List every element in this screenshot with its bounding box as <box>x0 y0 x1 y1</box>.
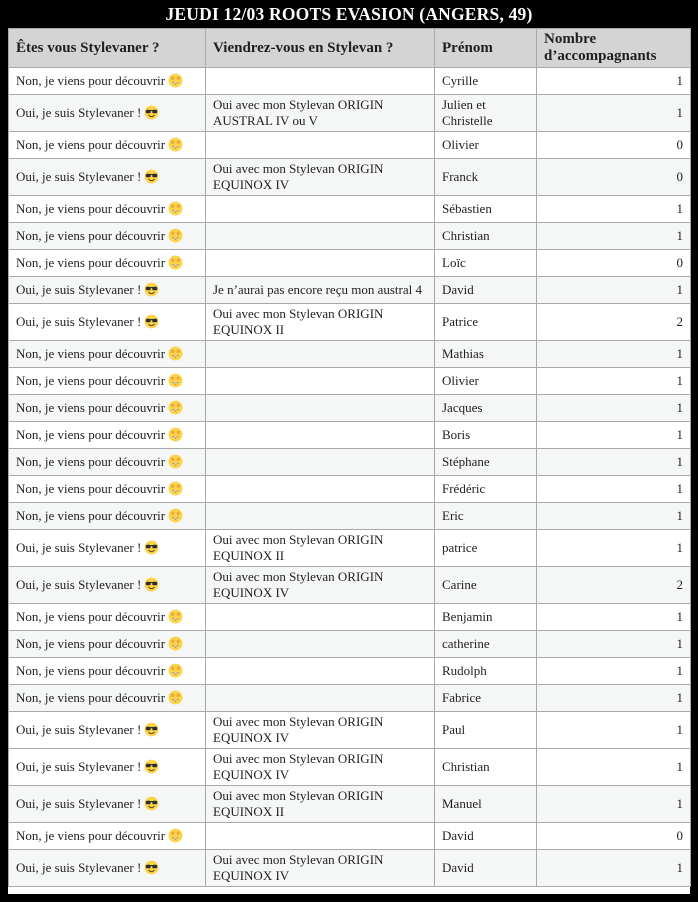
answer-cell <box>9 449 206 476</box>
sunglasses-emoji <box>144 282 159 297</box>
answer-cell <box>9 368 206 395</box>
plan-cell <box>206 196 435 223</box>
name-cell <box>435 95 537 132</box>
name-line: Loïc <box>442 255 466 270</box>
plan-cell <box>206 503 435 530</box>
name-line: Stéphane <box>442 454 490 469</box>
name-line: patrice <box>442 540 478 555</box>
name-cell <box>435 749 537 786</box>
name-line: Benjamin <box>442 609 493 624</box>
name-line: Carine <box>442 577 477 592</box>
answer-cell <box>9 304 206 341</box>
answer-label: Oui, je suis Stylevaner ! <box>16 860 142 875</box>
name-cell <box>435 159 537 196</box>
name-line: Sébastien <box>442 201 492 216</box>
sunglasses-emoji <box>144 577 159 592</box>
companions-cell: 1 <box>537 68 691 95</box>
star-struck-emoji <box>168 201 183 216</box>
answer-cell <box>9 68 206 95</box>
answer-cell <box>9 132 206 159</box>
plan-line: Oui avec mon Stylevan ORIGIN <box>213 161 384 176</box>
table-row <box>9 196 691 223</box>
name-cell <box>435 503 537 530</box>
companions-cell: 1 <box>537 368 691 395</box>
plan-cell <box>206 604 435 631</box>
table-row <box>9 95 691 132</box>
table-row <box>9 223 691 250</box>
name-cell <box>435 304 537 341</box>
plan-cell <box>206 631 435 658</box>
name-line: Patrice <box>442 314 479 329</box>
answer-cell <box>9 567 206 604</box>
table-row <box>9 749 691 786</box>
star-struck-emoji <box>168 73 183 88</box>
plan-line: Oui avec mon Stylevan ORIGIN <box>213 569 384 584</box>
answer-label: Oui, je suis Stylevaner ! <box>16 282 142 297</box>
companions-cell: 1 <box>537 749 691 786</box>
plan-line: EQUINOX IV <box>213 177 290 192</box>
star-struck-emoji <box>168 454 183 469</box>
companions-cell: 0 <box>537 823 691 850</box>
name-cell <box>435 449 537 476</box>
table-row <box>9 850 691 887</box>
star-struck-emoji <box>168 137 183 152</box>
name-line: Rudolph <box>442 663 487 678</box>
plan-cell <box>206 823 435 850</box>
answer-label: Non, je viens pour découvrir <box>16 508 166 523</box>
plan-cell <box>206 712 435 749</box>
name-line: Christian <box>442 759 490 774</box>
answer-label: Non, je viens pour découvrir <box>16 481 166 496</box>
answer-label: Non, je viens pour découvrir <box>16 454 166 469</box>
plan-cell <box>206 159 435 196</box>
answer-label: Non, je viens pour découvrir <box>16 255 166 270</box>
page-title: JEUDI 12/03 ROOTS EVASION (ANGERS, 49) <box>165 4 533 24</box>
column-header-prenom: Prénom <box>435 29 537 68</box>
name-cell <box>435 658 537 685</box>
companions-cell: 2 <box>537 567 691 604</box>
star-struck-emoji <box>168 663 183 678</box>
table-row <box>9 530 691 567</box>
companions-cell: 1 <box>537 685 691 712</box>
plan-line: EQUINOX II <box>213 804 285 819</box>
companions-cell: 1 <box>537 395 691 422</box>
name-cell <box>435 196 537 223</box>
plan-cell <box>206 304 435 341</box>
table-container <box>8 28 690 894</box>
answer-label: Non, je viens pour découvrir <box>16 690 166 705</box>
table-row <box>9 68 691 95</box>
star-struck-emoji <box>168 346 183 361</box>
answer-label: Non, je viens pour découvrir <box>16 373 166 388</box>
answer-cell <box>9 95 206 132</box>
name-line: Boris <box>442 427 471 442</box>
name-cell <box>435 712 537 749</box>
name-line: Jacques <box>442 400 483 415</box>
name-line: Paul <box>442 722 466 737</box>
table-row <box>9 395 691 422</box>
name-line: Manuel <box>442 796 482 811</box>
plan-cell <box>206 223 435 250</box>
answer-label: Oui, je suis Stylevaner ! <box>16 796 142 811</box>
sunglasses-emoji <box>144 105 159 120</box>
table-row <box>9 368 691 395</box>
answer-cell <box>9 341 206 368</box>
name-cell <box>435 567 537 604</box>
companions-cell: 0 <box>537 250 691 277</box>
answer-label: Non, je viens pour découvrir <box>16 828 166 843</box>
plan-cell <box>206 449 435 476</box>
table-row <box>9 567 691 604</box>
plan-line: AUSTRAL IV ou V <box>213 113 318 128</box>
table-row <box>9 604 691 631</box>
table-row <box>9 132 691 159</box>
name-line: Franck <box>442 169 479 184</box>
name-cell <box>435 341 537 368</box>
answer-cell <box>9 530 206 567</box>
answer-label: Oui, je suis Stylevaner ! <box>16 540 142 555</box>
plan-cell <box>206 250 435 277</box>
star-struck-emoji <box>168 609 183 624</box>
plan-cell <box>206 567 435 604</box>
plan-line: EQUINOX II <box>213 322 285 337</box>
companions-cell: 1 <box>537 604 691 631</box>
name-cell <box>435 223 537 250</box>
name-cell <box>435 850 537 887</box>
table-row <box>9 712 691 749</box>
plan-line: EQUINOX IV <box>213 767 290 782</box>
companions-cell: 1 <box>537 850 691 887</box>
plan-line: EQUINOX IV <box>213 585 290 600</box>
answer-cell <box>9 223 206 250</box>
column-header-accompagnants: Nombre d’accompagnants <box>537 29 691 68</box>
name-cell <box>435 368 537 395</box>
companions-cell: 1 <box>537 223 691 250</box>
companions-cell: 1 <box>537 786 691 823</box>
companions-cell: 1 <box>537 631 691 658</box>
answer-label: Non, je viens pour découvrir <box>16 636 166 651</box>
star-struck-emoji <box>168 481 183 496</box>
table-row <box>9 422 691 449</box>
table-row <box>9 250 691 277</box>
star-struck-emoji <box>168 400 183 415</box>
table-row <box>9 304 691 341</box>
table-row <box>9 449 691 476</box>
answer-label: Non, je viens pour découvrir <box>16 427 166 442</box>
plan-cell <box>206 95 435 132</box>
name-cell <box>435 68 537 95</box>
table-row <box>9 786 691 823</box>
answer-label: Non, je viens pour découvrir <box>16 400 166 415</box>
answer-label: Oui, je suis Stylevaner ! <box>16 314 142 329</box>
name-cell <box>435 823 537 850</box>
companions-cell: 1 <box>537 449 691 476</box>
column-header-stylevan: Viendrez-vous en Stylevan ? <box>206 29 435 68</box>
table-row <box>9 503 691 530</box>
plan-cell <box>206 685 435 712</box>
table-row <box>9 823 691 850</box>
table-row <box>9 159 691 196</box>
name-line: Olivier <box>442 137 479 152</box>
header-row <box>9 29 691 68</box>
star-struck-emoji <box>168 427 183 442</box>
plan-cell <box>206 277 435 304</box>
table-row <box>9 476 691 503</box>
answer-label: Oui, je suis Stylevaner ! <box>16 722 142 737</box>
answer-label: Oui, je suis Stylevaner ! <box>16 105 142 120</box>
results-table <box>8 28 691 887</box>
answer-cell <box>9 395 206 422</box>
companions-cell: 1 <box>537 341 691 368</box>
plan-cell <box>206 368 435 395</box>
companions-cell: 1 <box>537 476 691 503</box>
name-line: Olivier <box>442 373 479 388</box>
name-cell <box>435 476 537 503</box>
name-line: Eric <box>442 508 464 523</box>
column-header-stylevaner: Êtes vous Stylevaner ? <box>9 29 206 68</box>
answer-cell <box>9 823 206 850</box>
plan-cell <box>206 786 435 823</box>
name-cell <box>435 631 537 658</box>
answer-label: Non, je viens pour découvrir <box>16 137 166 152</box>
answer-label: Non, je viens pour découvrir <box>16 346 166 361</box>
name-line: Christelle <box>442 113 493 128</box>
star-struck-emoji <box>168 828 183 843</box>
answer-cell <box>9 196 206 223</box>
plan-cell <box>206 476 435 503</box>
name-cell <box>435 786 537 823</box>
plan-cell <box>206 749 435 786</box>
star-struck-emoji <box>168 636 183 651</box>
companions-cell: 1 <box>537 658 691 685</box>
plan-line: Je n’aurai pas encore reçu mon austral 4 <box>213 282 422 297</box>
answer-cell <box>9 159 206 196</box>
plan-cell <box>206 422 435 449</box>
name-line: Julien et <box>442 97 486 112</box>
plan-line: EQUINOX II <box>213 548 285 563</box>
name-line: Frédéric <box>442 481 486 496</box>
star-struck-emoji <box>168 373 183 388</box>
star-struck-emoji <box>168 690 183 705</box>
plan-line: Oui avec mon Stylevan ORIGIN <box>213 714 384 729</box>
name-line: Cyrille <box>442 73 479 88</box>
table-row <box>9 631 691 658</box>
plan-line: Oui avec mon Stylevan ORIGIN <box>213 852 384 867</box>
name-cell <box>435 132 537 159</box>
plan-cell <box>206 658 435 685</box>
plan-line: Oui avec mon Stylevan ORIGIN <box>213 788 384 803</box>
table-row <box>9 277 691 304</box>
answer-cell <box>9 749 206 786</box>
name-cell <box>435 395 537 422</box>
answer-cell <box>9 658 206 685</box>
star-struck-emoji <box>168 228 183 243</box>
plan-line: Oui avec mon Stylevan ORIGIN <box>213 306 384 321</box>
table-row <box>9 341 691 368</box>
sunglasses-emoji <box>144 796 159 811</box>
answer-label: Non, je viens pour découvrir <box>16 663 166 678</box>
answer-label: Oui, je suis Stylevaner ! <box>16 169 142 184</box>
companions-cell: 1 <box>537 530 691 567</box>
answer-cell <box>9 631 206 658</box>
sunglasses-emoji <box>144 860 159 875</box>
answer-label: Oui, je suis Stylevaner ! <box>16 577 142 592</box>
companions-cell: 1 <box>537 422 691 449</box>
answer-label: Non, je viens pour découvrir <box>16 73 166 88</box>
answer-cell <box>9 786 206 823</box>
name-line: Christian <box>442 228 490 243</box>
name-cell <box>435 530 537 567</box>
star-struck-emoji <box>168 255 183 270</box>
answer-cell <box>9 503 206 530</box>
companions-cell: 2 <box>537 304 691 341</box>
plan-cell <box>206 132 435 159</box>
companions-cell: 0 <box>537 159 691 196</box>
plan-line: Oui avec mon Stylevan ORIGIN <box>213 751 384 766</box>
name-cell <box>435 250 537 277</box>
plan-line: Oui avec mon Stylevan ORIGIN <box>213 532 384 547</box>
plan-cell <box>206 341 435 368</box>
sunglasses-emoji <box>144 314 159 329</box>
companions-cell: 1 <box>537 712 691 749</box>
answer-cell <box>9 604 206 631</box>
companions-cell: 1 <box>537 503 691 530</box>
plan-cell <box>206 530 435 567</box>
companions-cell: 0 <box>537 132 691 159</box>
name-line: Mathias <box>442 346 484 361</box>
name-line: catherine <box>442 636 490 651</box>
answer-cell <box>9 250 206 277</box>
name-cell <box>435 685 537 712</box>
plan-line: EQUINOX IV <box>213 868 290 883</box>
answer-cell <box>9 422 206 449</box>
answer-cell <box>9 712 206 749</box>
companions-cell: 1 <box>537 196 691 223</box>
answer-cell <box>9 277 206 304</box>
table-row <box>9 685 691 712</box>
answer-label: Oui, je suis Stylevaner ! <box>16 759 142 774</box>
star-struck-emoji <box>168 508 183 523</box>
plan-line: Oui avec mon Stylevan ORIGIN <box>213 97 384 112</box>
plan-cell <box>206 395 435 422</box>
answer-cell <box>9 476 206 503</box>
answer-label: Non, je viens pour découvrir <box>16 609 166 624</box>
name-cell <box>435 604 537 631</box>
name-cell <box>435 422 537 449</box>
answer-label: Non, je viens pour découvrir <box>16 228 166 243</box>
plan-cell <box>206 850 435 887</box>
name-line: David <box>442 828 474 843</box>
plan-line: EQUINOX IV <box>213 730 290 745</box>
sunglasses-emoji <box>144 722 159 737</box>
sunglasses-emoji <box>144 540 159 555</box>
table-row <box>9 658 691 685</box>
companions-cell: 1 <box>537 277 691 304</box>
name-line: David <box>442 860 474 875</box>
answer-cell <box>9 850 206 887</box>
answer-cell <box>9 685 206 712</box>
answer-label: Non, je viens pour découvrir <box>16 201 166 216</box>
name-cell <box>435 277 537 304</box>
sunglasses-emoji <box>144 169 159 184</box>
plan-cell <box>206 68 435 95</box>
sunglasses-emoji <box>144 759 159 774</box>
name-line: Fabrice <box>442 690 481 705</box>
name-line: David <box>442 282 474 297</box>
companions-cell: 1 <box>537 95 691 132</box>
